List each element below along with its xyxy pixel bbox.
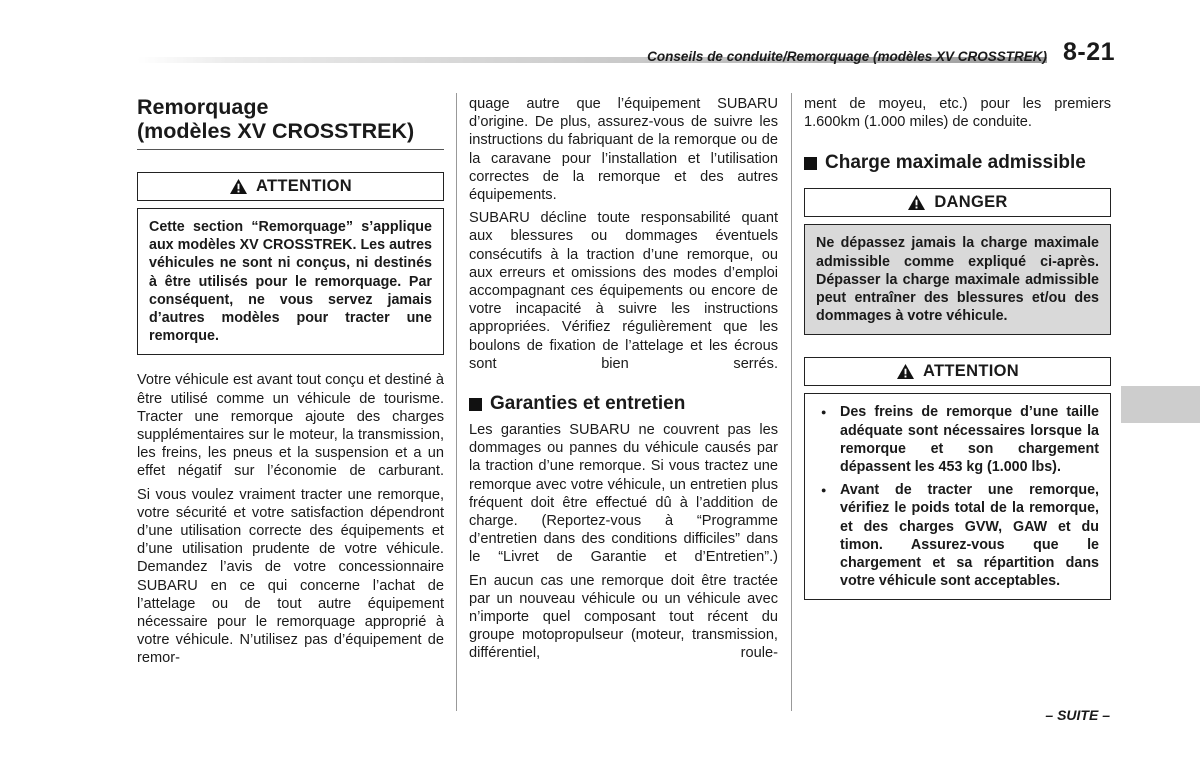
subsection-title-text: Charge maximale admissible	[825, 152, 1086, 174]
page-number: 8-21	[1063, 38, 1116, 66]
section-title-line-1: Remorquage	[137, 95, 269, 119]
chapter-thumb-tab	[1121, 386, 1200, 423]
subsection-title-text: Garanties et entretien	[490, 393, 686, 415]
attention-box	[137, 208, 444, 355]
warning-triangle-icon	[229, 178, 248, 195]
attention-header	[804, 357, 1111, 386]
column-2	[469, 95, 778, 663]
paragraph: Votre véhicule est avant tout conçu et destiné à être utilisé comme un véhicule de tourisme. Tracter une remorque ajoute des charges supplémentaires sur le moteur, la transmission, les freins, les pneus et la suspension et a un effet négatif sur l’économie de carburant.	[137, 372, 444, 480]
list-item: ● Des freins de remorque d’une taille adéquate sont nécessaires lorsque la remorque et son chargement dépassent les 453 kg (1.000 lbs).	[816, 403, 1099, 476]
column-divider	[456, 93, 457, 711]
paragraph: En aucun cas une remorque doit être tractée par un nouveau véhicule ou un véhicule avec n’importe quel composant tout récent du groupe motopropulseur (moteur, transmission, différentiel, roule-	[469, 572, 778, 662]
attention-list	[816, 403, 1099, 590]
attention-label: ATTENTION	[256, 177, 352, 195]
warning-triangle-icon	[907, 194, 926, 211]
paragraph: Si vous voulez vraiment tracter une remorque, votre sécurité et votre satisfaction dépendront d’une utilisation correcte des équipements et d’une utilisation prudente de votre véhicule. Demandez l’avis de votre concessionnaire SUBARU en ce qui concerne l’achat de l’attelage ou de tout autre équipement nécessaire pour le remorquage approprié à votre véhicule. N’utilisez pas d’équipement de remor-	[137, 486, 444, 667]
paragraph: quage autre que l’équipement SUBARU d’origine. De plus, assurez-vous de suivre les instructions du fabriquant de la remorque ou de la caravane pour l’installation et l’utilisation correctes de la remorque et des autres équipements.	[469, 96, 778, 204]
list-item: ● Avant de tracter une remorque, vérifiez le poids total de la remorque, et des charges GVW, GAW et du timon. Assurez-vous que le chargement et sa répartition dans votre véhicule sont acceptables.	[816, 481, 1099, 590]
continued-label: – SUITE –	[1045, 707, 1110, 723]
subsection-title	[804, 152, 1111, 174]
paragraph: SUBARU décline toute responsabilité quant aux blessures ou dommages éventuels consécutifs à la traction d’une remorque, ou aux erreurs et omissions des modes d’emploi accompagnant ces équipements ou encore de votre incapacité à suivre les instructions appropriées. Vérifiez régulièrement que les boulons de fixation de l’attelage et les écrous sont bien serrés.	[469, 210, 778, 372]
warning-triangle-icon	[896, 363, 915, 380]
paragraph: ment de moyeu, etc.) pour les premiers 1.600km (1.000 miles) de conduite.	[804, 96, 1111, 131]
column-divider	[791, 93, 792, 711]
black-square-icon	[469, 398, 482, 411]
black-square-icon	[804, 157, 817, 170]
danger-label: DANGER	[934, 193, 1008, 212]
column-3	[804, 95, 1111, 600]
attention-label: ATTENTION	[923, 362, 1019, 381]
attention-box	[804, 393, 1111, 600]
attention-text: Cette section “Remorquage” s’applique aux modèles XV CROSSTREK. Les autres véhicules ne sont ni conçus, ni destinés à être utilisés pour le remorquage. Par conséquent, ne vous servez jamais d’autres modèles pour tracter une remorque.	[149, 219, 432, 345]
danger-header	[804, 188, 1111, 217]
danger-text: Ne dépassez jamais la charge maximale admissible comme expliqué ci-après. Dépasser la charge maximale admissible peut entraîner des blessures et/ou des dommages à votre véhicule.	[816, 235, 1099, 325]
danger-box	[804, 224, 1111, 335]
paragraph: Les garanties SUBARU ne couvrent pas les dommages ou pannes du véhicule causés par la traction d’une remorque. Si vous tractez une remorque avec votre véhicule, un entretien plus fréquent doit être effectué dû à l’addition de charge. (Reportez-vous à “Programme d’entretien dans des conditions difficiles” dans le “Livret de Garantie et d’Entretien”.)	[469, 422, 778, 566]
section-title-line-2: (modèles XV CROSSTREK)	[137, 119, 415, 143]
column-1	[137, 95, 444, 668]
attention-header	[137, 172, 444, 201]
section-title	[137, 95, 444, 150]
running-header: Conseils de conduite/Remorquage (modèles XV CROSSTREK)	[647, 49, 1047, 64]
subsection-title	[469, 393, 778, 415]
